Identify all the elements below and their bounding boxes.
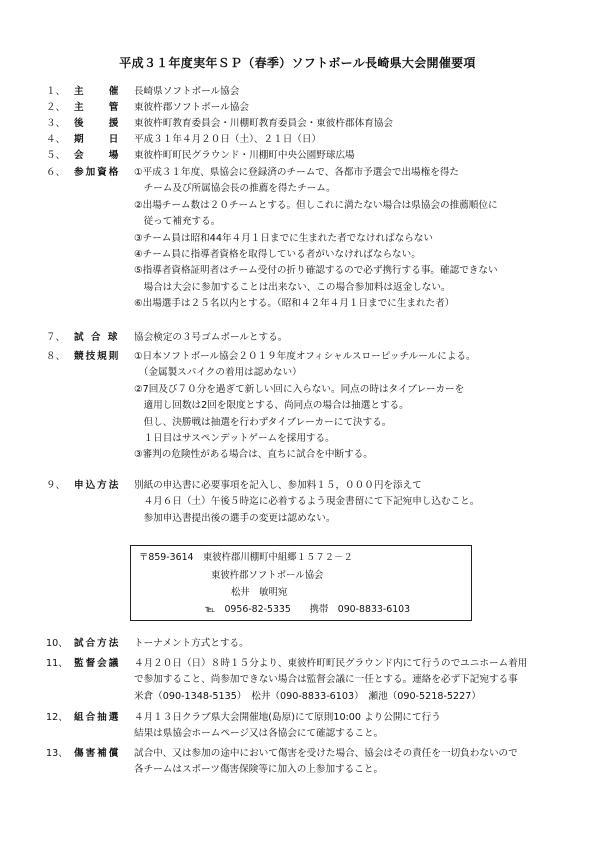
item-text: １日目はサスペンデットゲームを採用する。 [134, 432, 335, 444]
item-text: 適用し回数は2回を限度とする、尚同点の場合は抽選とする。 [134, 400, 409, 412]
item-text: 協会検定の３号ゴムボールとする。 [134, 332, 288, 343]
item-label: 後 援 [74, 118, 121, 129]
item-text: 但し、決勝戦は抽選を行わずタイブレーカーにて決する。 [134, 416, 392, 428]
item-text: 試合中、又は参加の途中において傷害を受けた場合、協会はその責任を一切負わないので [134, 748, 518, 759]
item-text: ⑥出場選手は２５名以内とする。（昭和４２年４月１日までに生まれた者） [134, 298, 455, 310]
item-text: チーム及び所属協会長の推薦を得たチーム。 [134, 183, 336, 195]
item-number: ２、 [46, 102, 66, 113]
item-text: ⑤指導者資格証明者はチーム受付の折り確認するので必ず携行する事。確認できない [134, 265, 498, 277]
item-text: トーナメント方式とする。 [134, 638, 249, 649]
item-number: ４、 [46, 134, 66, 145]
item-text: ４月６日（土）午後５時迄に必着するよう現金書留にて下記宛申し込むこと。 [134, 496, 480, 508]
item-text: 各チームはスポーツ傷害保険等に加入の上参加すること。 [134, 764, 384, 776]
item-label: 組合抽選 [74, 712, 121, 723]
item-number: 11、 [46, 658, 68, 669]
item-text: 東彼杵町町民グラウンド・川棚町中央公園野球広場 [134, 150, 355, 161]
item-label: 申込方法 [74, 480, 121, 491]
item-label: 期 日 [74, 134, 121, 145]
item-number: ６、 [46, 167, 66, 178]
item-label: 主 催 [74, 86, 121, 97]
item-number: 10、 [46, 638, 68, 649]
item-number: ５、 [46, 150, 66, 161]
item-text: ④チーム員に指導者資格を取得している者がいなければならない。 [134, 248, 421, 260]
item-text: （金属製スパイクの着用は認めない） [134, 367, 302, 379]
item-text: ４月１３日クラブ県大会開催地(島原)にて原則10:00 より公開にて行う [134, 712, 441, 723]
item-text: で参加すること、尚参加できない場合は監督会議に一任とする。連絡を必ず下記宛する事 [134, 674, 518, 686]
item-label: 参加資格 [74, 167, 121, 178]
item-number: 13、 [46, 748, 68, 759]
item-number: ３、 [46, 118, 66, 129]
item-text: 長崎県ソフトボール協会 [134, 86, 240, 97]
item-text: ①平成３１年度、県協会に登録済のチームで、各都市予選会で出場権を得た [134, 167, 460, 178]
item-text: 場合は大会に参加することは出来ない、この場合参加料は返金しない。 [134, 281, 451, 293]
item-label: 監督会議 [74, 658, 121, 669]
item-text: 結果は県協会ホームページ又は各協会にて確認すること。 [134, 728, 384, 740]
item-label: 会 場 [74, 150, 121, 161]
item-text: 米倉（090-1348-5135） 松井（090-8833-6103） 瀬池（090-5218-5227） [134, 690, 481, 702]
page-title: 平成３１年度実年ＳＰ（春季）ソフトボール長崎県大会開催要項 [119, 56, 476, 70]
item-label: 競技規則 [74, 351, 121, 362]
item-text: ①日本ソフトボール協会２０１９年度オフィシャルスローピッチルールによる。 [134, 351, 476, 362]
item-label: 試 合 球 [74, 332, 120, 343]
item-text: 東彼杵郡ソフトボール協会 [134, 102, 249, 113]
contact-box [130, 545, 472, 621]
item-text: 平成３１年４月２０日（土）、２１日（日） [134, 134, 322, 145]
item-text: 参加申込書提出後の選手の変更は認めない。 [134, 512, 336, 524]
item-text: 従って補充する。 [134, 216, 221, 228]
item-text: 別紙の申込書に必要事項を記入し、参加料１５，０００円を添えて [134, 480, 422, 491]
item-number: ９、 [46, 480, 66, 491]
item-text: ③審判の危険性がある場合は、直ちに試合を中断する。 [134, 449, 373, 461]
item-number: ７、 [46, 332, 66, 343]
item-label: 主 管 [74, 102, 121, 113]
item-number: ８、 [46, 351, 66, 362]
contact-organization: 東彼杵郡ソフトボール協会 [211, 570, 324, 581]
item-label: 試合方法 [74, 638, 121, 649]
contact-phone: ℡ 0956-82-5335 携帯 090-8833-6103 [205, 604, 411, 615]
item-text: ②7回及び７０分を過ぎて新しい回に入らない。同点の時はタイブレーカーを [134, 383, 465, 395]
item-number: １、 [46, 86, 66, 97]
item-text: ４月２０日（日）８時１５分より、東彼杵町町民グラウンド内にて行うのでユニホーム着用 [134, 658, 528, 669]
item-text: 東彼杵町教育委員会・川棚町教育委員会・東彼杵郡体育協会 [134, 118, 394, 129]
item-text: ②出場チーム数は２０チームとする。但しこれに満たない場合は県協会の推薦順位に [134, 199, 498, 211]
contact-address: 〒859-3614 東彼杵郡川棚町中組郷１５７２－２ [139, 552, 353, 563]
item-text: ③チーム員は昭和44年４月１日までに生まれた者でなければならない [134, 232, 434, 244]
contact-person: 松井 敏明宛 [231, 587, 288, 598]
item-number: 12、 [46, 712, 68, 723]
item-label: 傷害補償 [74, 748, 121, 759]
